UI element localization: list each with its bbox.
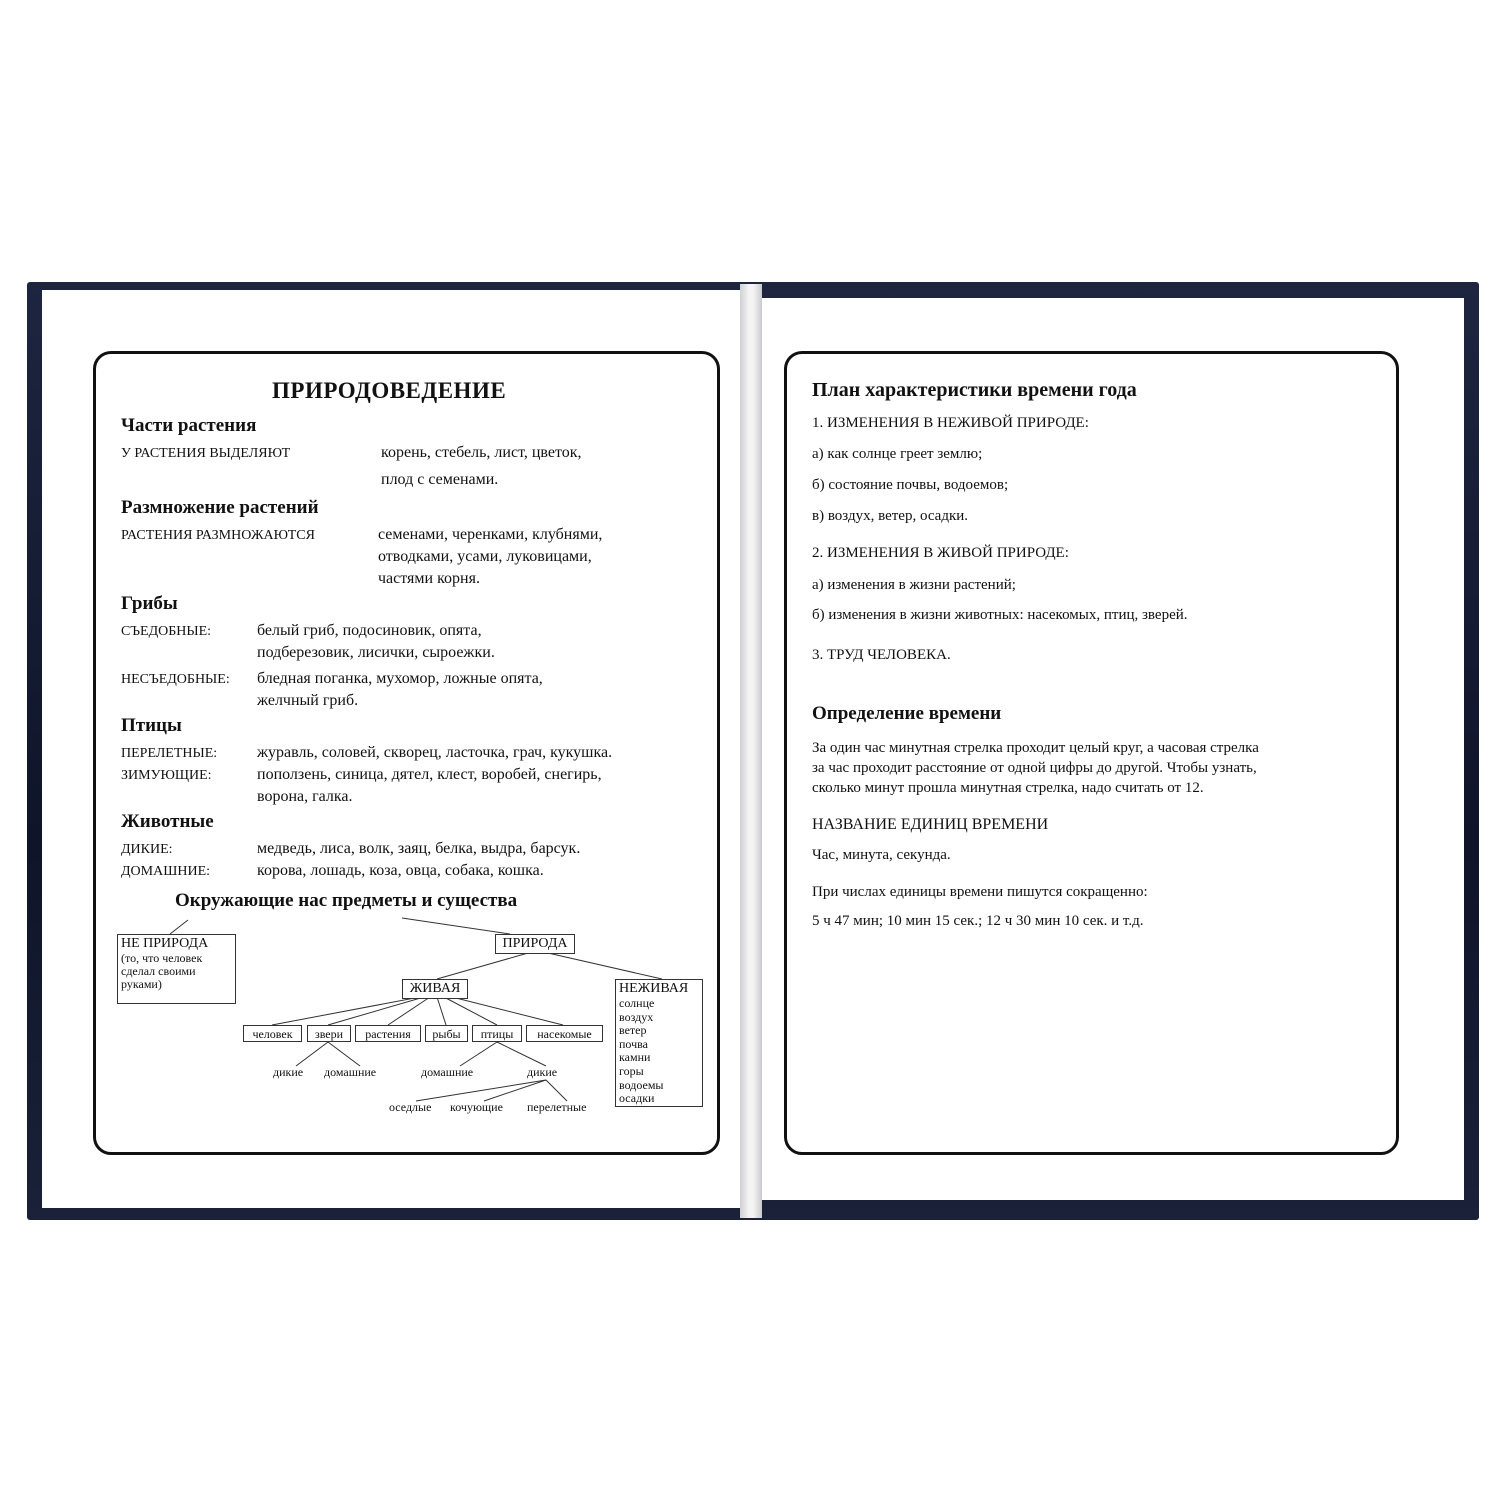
reproduction-line: семенами, черенками, клубнями, (378, 526, 603, 543)
page-title: ПРИРОДОВЕДЕНИЕ (272, 378, 507, 403)
time-paragraph-line: за час проходит расстояние от одной цифры до другой. Чтобы узнать, (812, 760, 1257, 776)
migratory-label: ПЕРЕЛЕТНЫЕ: (121, 746, 218, 761)
birds-wild: дикие (527, 1065, 558, 1079)
not-nature-note: (то, что человек (121, 951, 203, 965)
domestic-label: ДОМАШНИЕ: (121, 864, 211, 879)
inedible-line: желчный гриб. (257, 692, 359, 709)
time-abbr-example: 5 ч 47 мин; 10 мин 15 сек.; 12 ч 30 мин 10 сек. и т.д. (812, 913, 1144, 929)
nonliving-item: воздух (619, 1009, 654, 1024)
edible-line: белый гриб, подосиновик, опята, (257, 622, 482, 639)
birds-domestic: домашние (421, 1065, 474, 1079)
reproduction-heading: Размножение растений (121, 497, 319, 518)
plants-line: корень, стебель, лист, цветок, (381, 444, 582, 461)
sedentary-birds: оседлые (389, 1100, 432, 1114)
time-units: Час, минута, секунда. (812, 847, 951, 863)
plants-line: плод с семенами. (381, 471, 499, 488)
wild-line: медведь, лиса, волк, заяц, белка, выдра, барсук. (257, 840, 581, 857)
season-item: а) как солнце греет землю; (812, 446, 983, 462)
wild-label: ДИКИЕ: (121, 842, 173, 857)
wintering-label: ЗИМУЮЩИЕ: (121, 768, 212, 783)
migratory-birds: перелетные (527, 1100, 587, 1114)
birds-heading: Птицы (121, 715, 182, 736)
nonliving-item: солнце (619, 996, 655, 1010)
season-item: б) состояние почвы, водоемов; (812, 477, 1009, 493)
nomadic-birds: кочующие (450, 1100, 503, 1114)
time-units-label: НАЗВАНИЕ ЕДИНИЦ ВРЕМЕНИ (812, 816, 1049, 833)
nonliving-box (615, 979, 703, 1107)
migratory-line: журавль, соловей, скворец, ласточка, грач, кукушка. (257, 744, 613, 761)
inedible-label: НЕСЪЕДОБНЫЕ: (121, 672, 230, 687)
not-nature-note: руками) (121, 977, 162, 991)
animals-heading: Животные (121, 811, 214, 832)
not-nature-label: НЕ ПРИРОДА (121, 936, 209, 951)
season-item: 3. ТРУД ЧЕЛОВЕКА. (812, 647, 951, 663)
time-paragraph-line: За один час минутная стрелка проходит целый круг, а часовая стрелка (812, 740, 1259, 756)
living-item-box: человек (243, 1025, 302, 1042)
diagram-heading: Окружающие нас предметы и существа (175, 890, 518, 911)
season-item: б) изменения в жизни животных: насекомых, птиц, зверей. (812, 607, 1188, 623)
nonliving-item: водоемы (619, 1077, 664, 1092)
season-item: в) воздух, ветер, осадки. (812, 508, 969, 524)
domestic-line: корова, лошадь, коза, овца, собака, кошка. (257, 862, 544, 879)
nature-box: ПРИРОДА (495, 934, 575, 954)
nonliving-item: ветер (619, 1023, 647, 1038)
time-paragraph-line: сколько минут прошла минутная стрелка, надо считать от 12. (812, 780, 1204, 796)
living-item-box: растения (355, 1025, 421, 1042)
season-item: 1. ИЗМЕНЕНИЯ В НЕЖИВОЙ ПРИРОДЕ: (812, 415, 1089, 431)
time-abbr-intro: При числах единицы времени пишутся сокращенно: (812, 884, 1148, 900)
reproduction-line: частями корня. (378, 570, 480, 587)
not-nature-box (117, 934, 236, 1004)
season-item: а) изменения в жизни растений; (812, 577, 1016, 593)
plants-heading: Части растения (121, 415, 257, 436)
living-box: ЖИВАЯ (402, 979, 468, 999)
living-item-box: насекомые (526, 1025, 603, 1042)
living-item-box: птицы (472, 1025, 522, 1042)
nonliving-item: камни (619, 1050, 651, 1065)
reproduction-line: отводками, усами, луковицами, (378, 548, 592, 565)
wintering-line: ворона, галка. (257, 788, 353, 805)
season-item: 2. ИЗМЕНЕНИЯ В ЖИВОЙ ПРИРОДЕ: (812, 545, 1069, 561)
reproduction-label: РАСТЕНИЯ РАЗМНОЖАЮТСЯ (121, 528, 315, 543)
wintering-line: поползень, синица, дятел, клест, воробей, снегирь, (257, 766, 602, 783)
living-item-box: звери (307, 1025, 351, 1042)
edible-label: СЪЕДОБНЫЕ: (121, 624, 212, 639)
nonliving-item: осадки (619, 1091, 655, 1106)
time-heading: Определение времени (812, 703, 1002, 724)
not-nature-note: сделал своими (121, 964, 196, 978)
nonliving-label: НЕЖИВАЯ (619, 981, 689, 996)
nonliving-item: почва (619, 1036, 648, 1051)
season-plan-heading: План характеристики времени года (812, 379, 1137, 401)
edible-line: подберезовик, лисички, сыроежки. (257, 644, 495, 661)
beasts-domestic: домашние (324, 1065, 377, 1079)
inedible-line: бледная поганка, мухомор, ложные опята, (257, 670, 543, 687)
plants-label: У РАСТЕНИЯ ВЫДЕЛЯЮТ (121, 446, 291, 461)
nonliving-item: горы (619, 1063, 644, 1078)
beasts-wild: дикие (273, 1065, 304, 1079)
living-item-box: рыбы (425, 1025, 468, 1042)
mushrooms-heading: Грибы (121, 593, 178, 614)
